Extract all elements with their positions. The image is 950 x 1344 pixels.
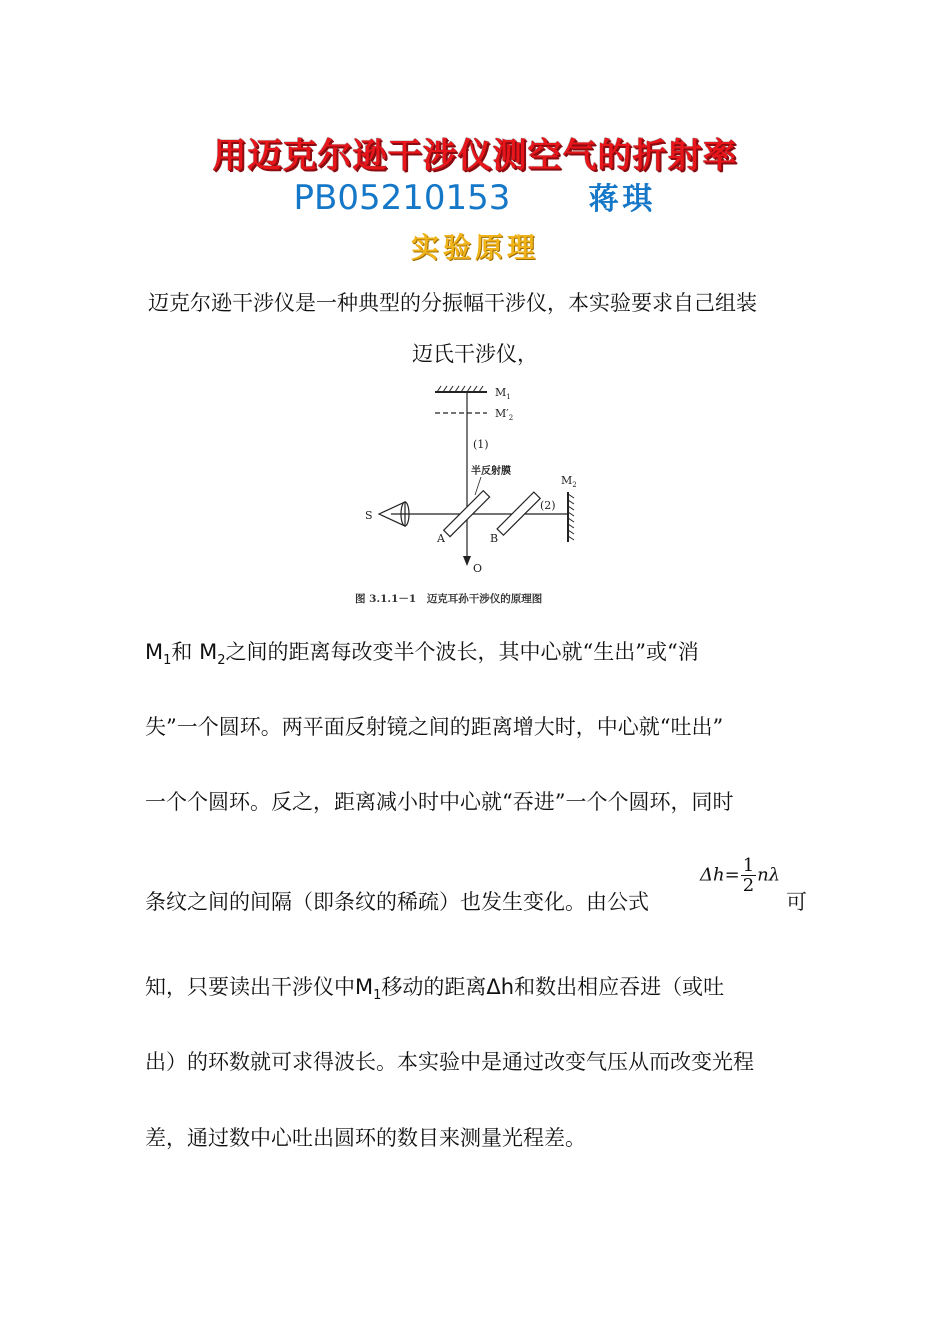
body-line-3: 一个个圆环。反之，距离减小时中心就“吞进”一个个圆环，同时 [145,790,734,814]
student-name: 蒋琪 [588,182,657,217]
body-line-7: 差，通过数中心吐出圆环的数目来测量光程差。 [145,1126,586,1150]
m2-label: $M_2$ [561,474,577,489]
formula: Δh= $\frac{1}{2}$ nλ [700,855,781,896]
source-label: S [365,509,373,522]
path1-label: (1) [473,438,489,451]
m2prime-label: $M'_2$ [495,407,514,422]
author-line [0,174,950,218]
section-heading: 实验原理 [410,231,539,264]
interferometer-diagram [355,380,605,610]
body-line-4-end: 可 [786,890,807,914]
intro-paragraph-line1: 迈克尔逊干涉仪是一种典型的分振幅干涉仪，本实验要求自己组装 [148,291,757,315]
figure-caption: 图 3.1.1－1 迈克耳孙干涉仪的原理图 [355,593,543,605]
m1-label: $M_1$ [495,386,511,401]
body-line-4: 条纹之间的间隔（即条纹的稀疏）也发生变化。由公式 [145,890,649,914]
film-label: 半反射膜 [471,466,511,477]
body-line-2: 失”一个圆环。两平面反射镜之间的距离增大时，中心就“吐出” [145,715,724,739]
plate-b-label: B [490,532,499,545]
output-arrow [463,556,471,566]
body-line-5: 知，只要读出干涉仪中$M_1$移动的距离Δh和数出相应吞进（或吐 [145,975,725,1004]
path2-label: (2) [540,499,556,512]
body-line-6: 出）的环数就可求得波长。本实验中是通过改变气压从而改变光程 [145,1050,754,1074]
student-id: PB05210153 [293,178,511,218]
body-line-1: $M_1$和 $M_2$之间的距离每改变半个波长，其中心就“生出”或“消 [145,640,699,669]
output-label: O [473,562,483,575]
intro-paragraph-line2: 迈氏干涉仪， [412,342,538,366]
document-title: 用迈克尔逊干涉仪测空气的折射率 [212,136,738,176]
plate-a-label: A [437,532,445,545]
